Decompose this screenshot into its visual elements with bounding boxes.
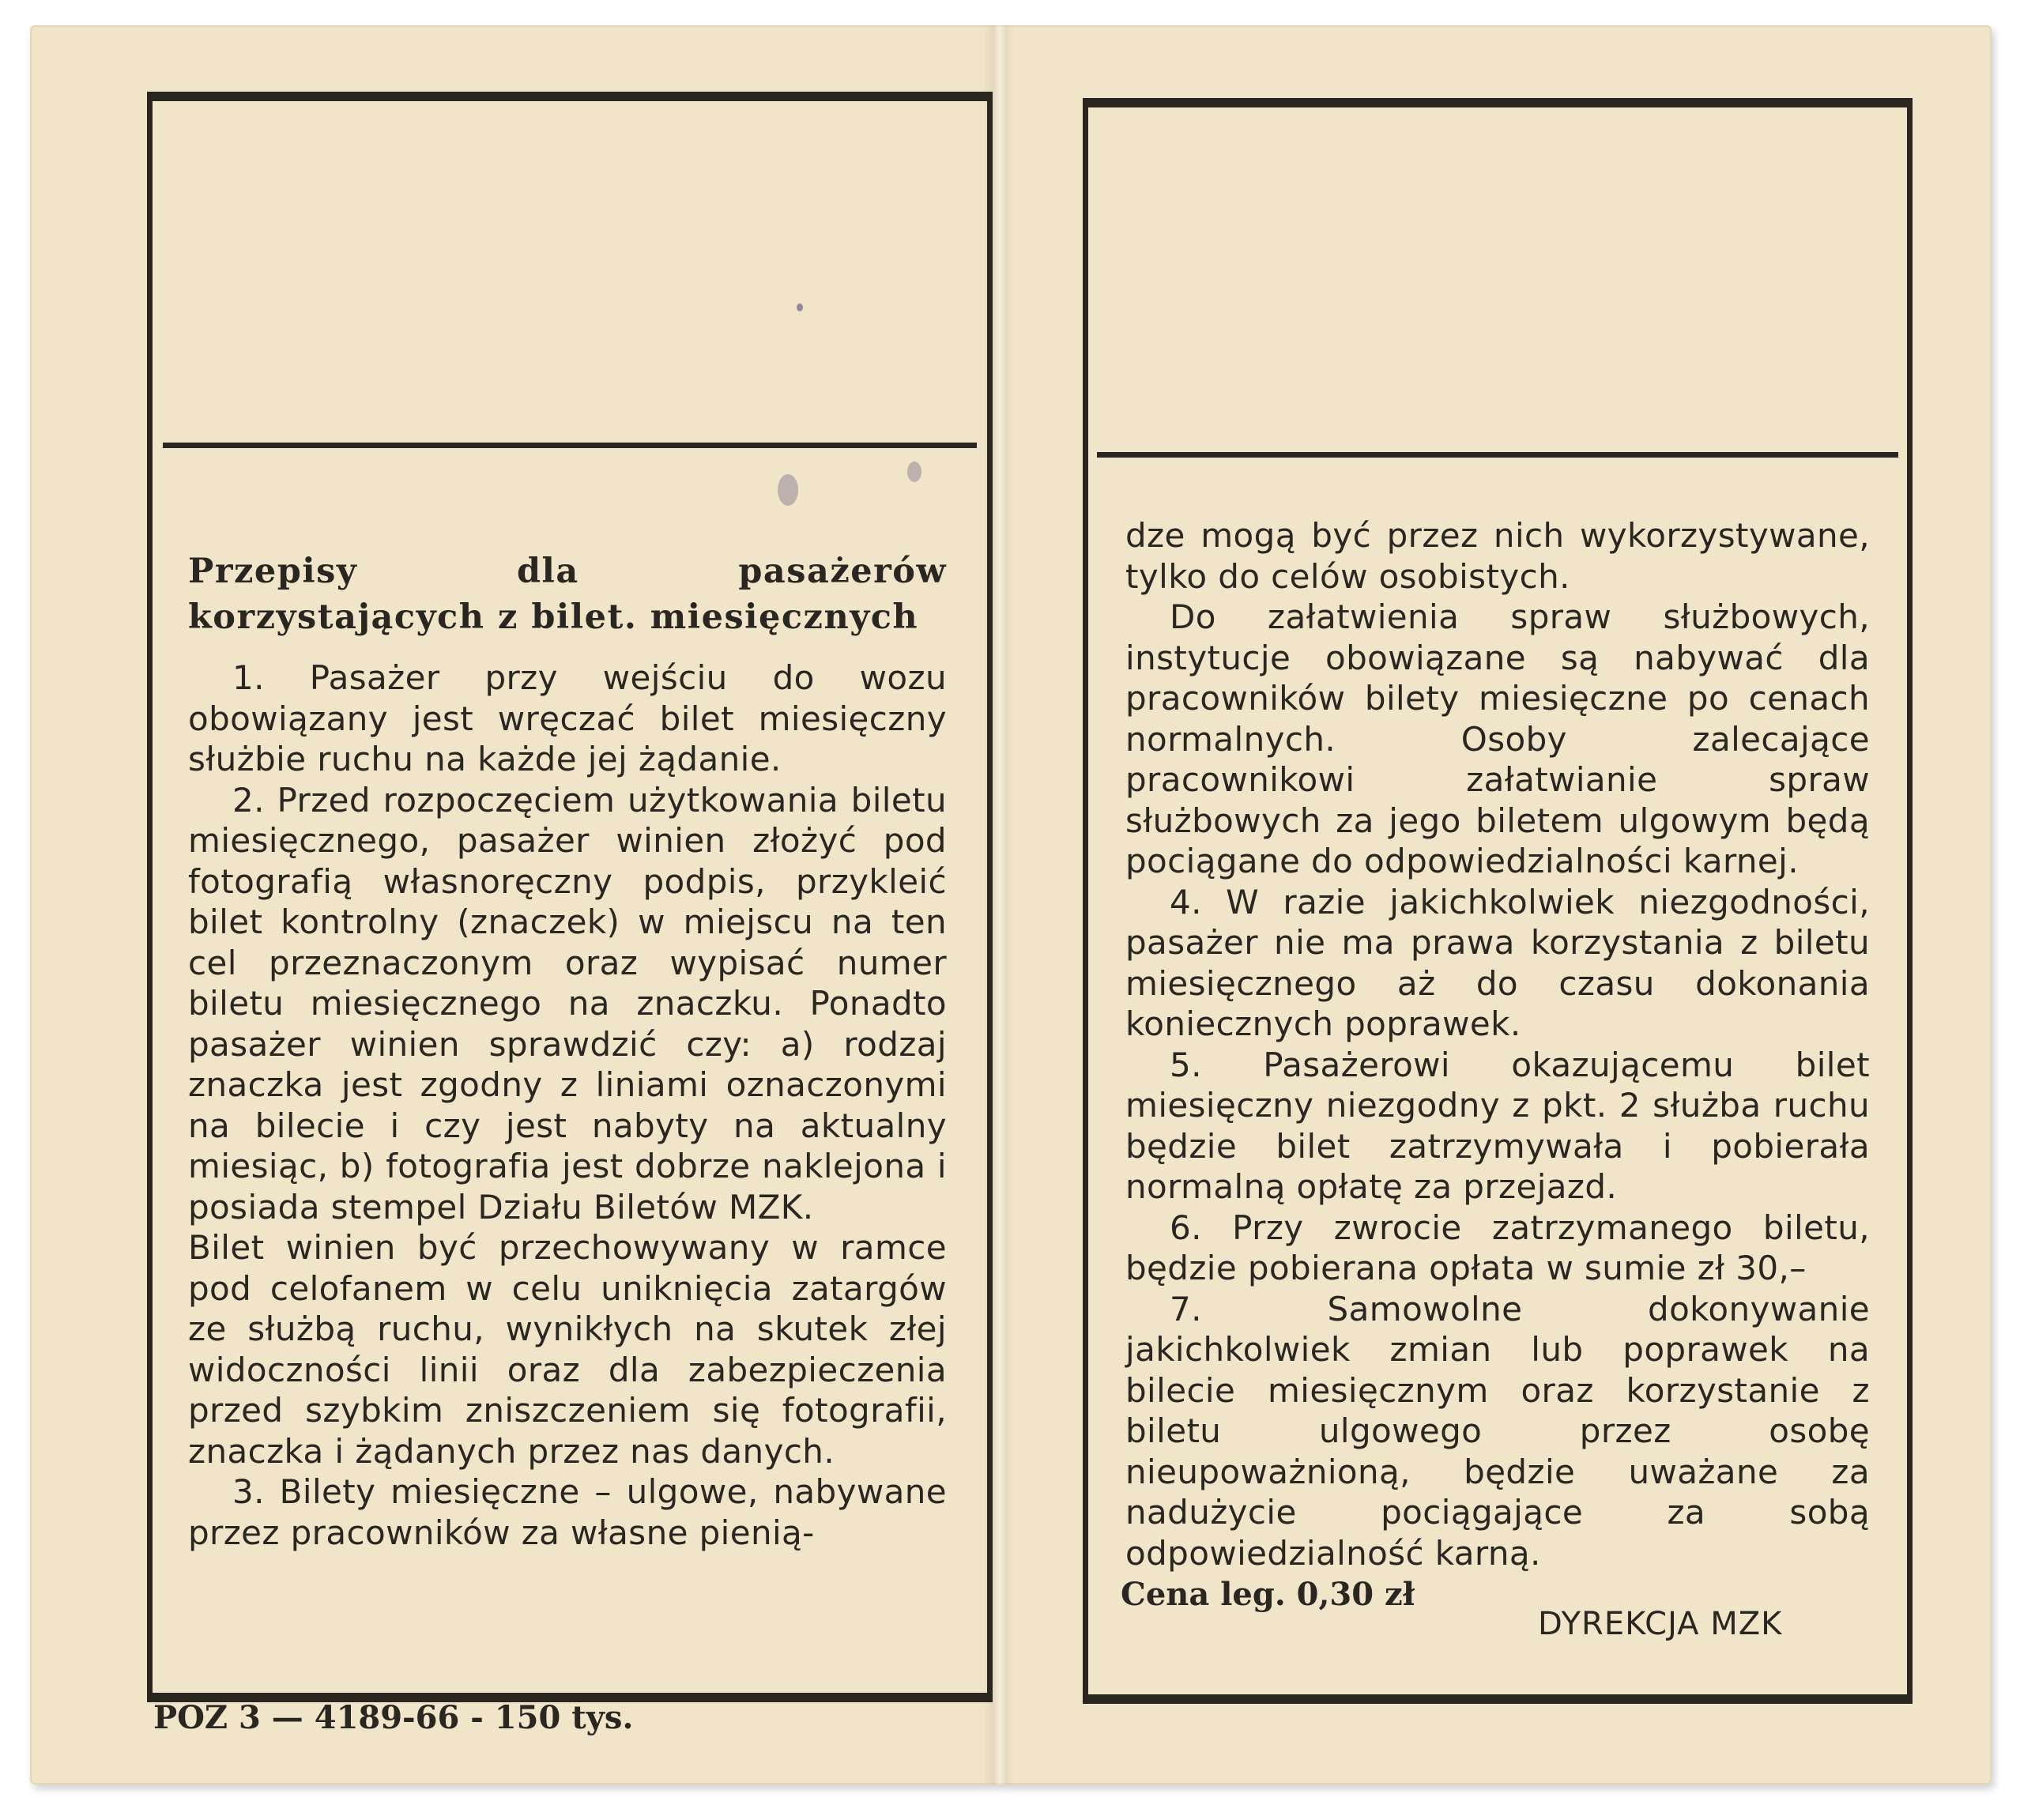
rule-paragraph: 5. Pasażerowi okazującemu bilet miesięczny niezgodny z pkt. 2 służba ruchu będzie bilet zatrzymywała i pobierała normalną opłatę za przejazd. (1125, 1045, 1870, 1206)
rule-paragraph: 3. Bilety miesięczne – ulgowe, nabywane przez pracowników za własne pienią- (188, 1472, 947, 1552)
stamp-area-divider (1097, 452, 1898, 458)
photo-area-divider (163, 443, 977, 448)
rule-paragraph: 6. Przy zwrocie zatrzymanego biletu, będzie pobierana opłata w sumie zł 30,– (1125, 1208, 1870, 1287)
rule-paragraph: dze mogą być przez nich wykorzystywane, tylko do celów osobistych. (1125, 516, 1870, 596)
left-frame-edge (987, 101, 993, 1693)
right-frame-edge (1907, 107, 1913, 1694)
right-frame-edge (1083, 107, 1088, 1694)
ink-speck (797, 303, 803, 311)
regulations-right-column (1125, 515, 1870, 1573)
left-frame-edge (147, 101, 153, 1693)
ink-stamp-fragment (778, 474, 798, 506)
ink-stamp-fragment (907, 462, 921, 482)
rule-paragraph: 2. Przed rozpoczęciem użytkowania biletu miesięcznego, pasażer winien złożyć pod fotografią własnoręczny podpis, przykleić bilet kontrolny (znaczek) w miejscu na ten cel przeznaczonym oraz wypisać numer biletu miesięcznego na znaczku. Ponadto pasażer winien sprawdzić czy: a) rodzaj znaczka jest zgodny z liniami oznaczonymi na bilecie i czy jest nabyty na aktualny miesiąc, b) fotografia jest dobrze naklejona i posiada stempel Działu Biletów MZK. (188, 780, 947, 1227)
rule-paragraph: 7. Samowolne dokonywanie jakichkolwiek zmian lub poprawek na bilecie miesięcznym oraz korzystanie z biletu ulgowego przez osobę nieupoważnioną, będzie uważane za nadużycie pociągające za sobą odpowiedzialność karną. (1125, 1289, 1870, 1573)
print-run-footer: POZ 3 — 4189-66 - 150 tys. (153, 1699, 634, 1736)
rule-paragraph: 4. W razie jakichkolwiek niezgodności, pasażer nie ma prawa korzystania z biletu miesięcznego aż do czasu dokonania koniecznych poprawek. (1125, 882, 1870, 1043)
issuer-signature: DYREKCJA MZK (1538, 1606, 1783, 1642)
price-label: Cena leg. 0,30 zł (1121, 1576, 1415, 1613)
regulations-heading: Przepisy dla pasażerów korzystających z bilet. miesięcznych (188, 552, 947, 637)
rule-paragraph: Bilet winien być przechowywany w ramce pod celofanem w celu uniknięcia zatargów ze służbą ruchu, wynikłych na skutek złej widoczności linii oraz dla zabezpieczenia przed szybkim zniszczeniem się fotografii, znaczka i żądanych przez nas danych. (188, 1228, 947, 1471)
rule-paragraph: 1. Pasażer przy wejściu do wozu obowiązany jest wręczać bilet miesięczny służbie ruchu na każde jej żądanie. (188, 658, 947, 778)
regulations-left-column (188, 548, 947, 1553)
rule-paragraph: Do załatwienia spraw służbowych, instytucje obowiązane są nabywać dla pracowników bilety miesięczne po cenach normalnych. Osoby zalecające pracownikowi załatwianie spraw służbowych za jego biletem ulgowym będą pociągane do odpowiedzialności karnej. (1125, 597, 1870, 880)
